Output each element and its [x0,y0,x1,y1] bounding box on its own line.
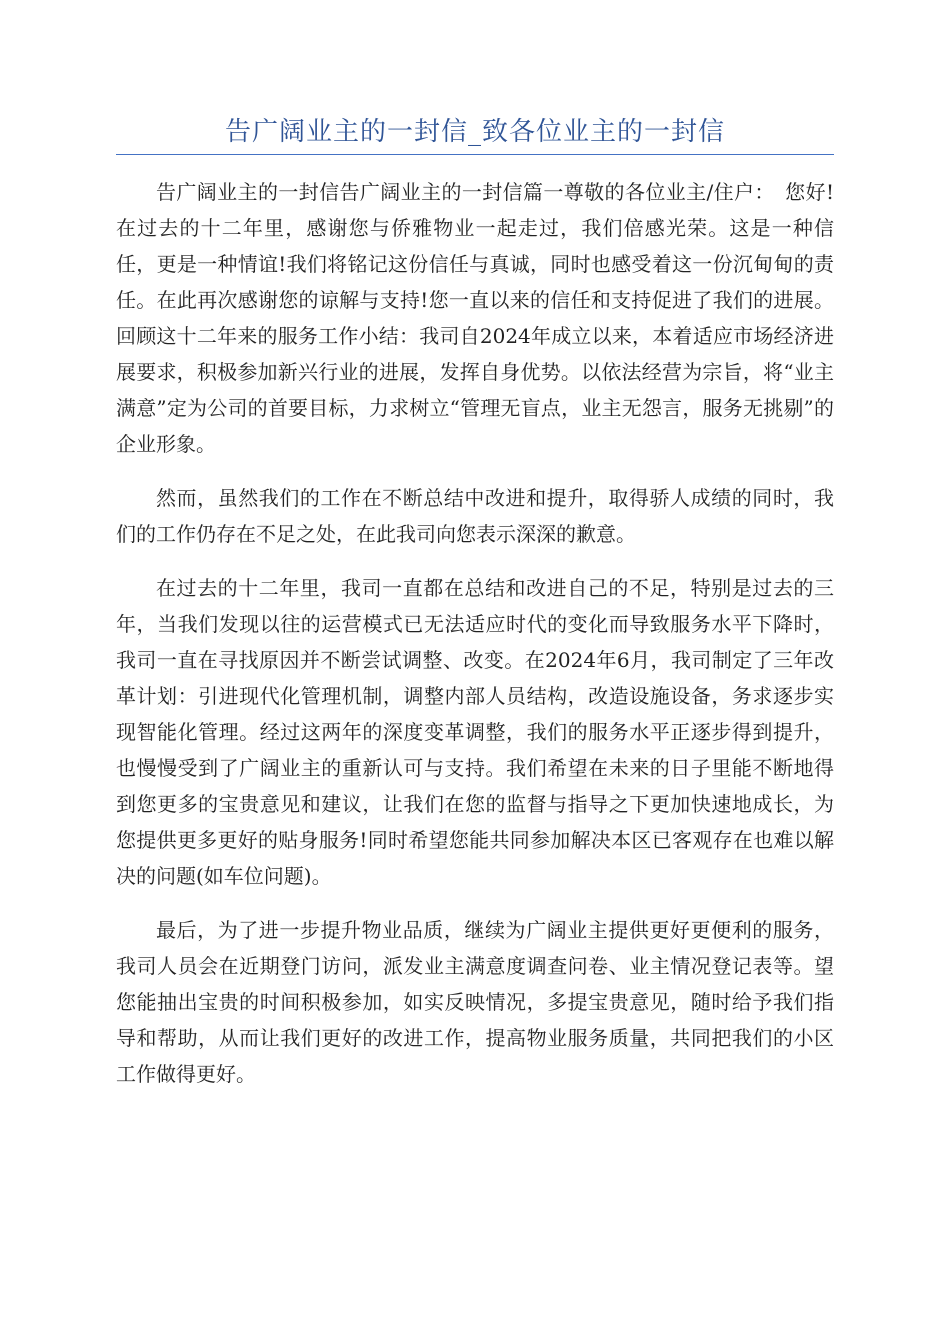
document-title: 告广阔业主的一封信_致各位业主的一封信 [224,117,725,147]
paragraph-3: 在过去的十二年里，我司一直都在总结和改进自己的不足，特别是过去的三年，当我们发现以往的运营模式已无法适应时代的变化而导致服务水平下降时，我司一直在寻找原因并不断尝试调整、改变。在2024年6月，我司制定了三年改革计划：引进现代化管理机制，调整内部人员结构，改造设施设备，务求逐步实现智能化管理。经过这两年的深度变革调整，我们的服务水平正逐步得到提升，也慢慢受到了广阔业主的重新认可与支持。我们希望在未来的日子里能不断地得到您更多的宝贵意见和建议，让我们在您的监督与指导之下更加快速地成长，为您提供更多更好的贴身服务!同时希望您能共同参加解决本区已客观存在也难以解决的问题(如车位问题)。 [116,576,834,888]
paragraph-2: 然而，虽然我们的工作在不断总结中改进和提升，取得骄人成绩的同时，我们的工作仍存在不足之处，在此我司向您表示深深的歉意。 [116,486,834,546]
document-body [116,174,834,1110]
paragraph-4: 最后，为了进一步提升物业品质，继续为广阔业主提供更好更便利的服务，我司人员会在近期登门访问，派发业主满意度调查问卷、业主情况登记表等。望您能抽出宝贵的时间积极参加，如实反映情况，多提宝贵意见，随时给予我们指导和帮助，从而让我们更好的改进工作，提高物业服务质量，共同把我们的小区工作做得更好。 [116,918,834,1086]
title-underline [116,154,834,155]
paragraph-1: 告广阔业主的一封信告广阔业主的一封信篇一尊敬的各位业主/住户： 您好!在过去的十二年里，感谢您与侨雅物业一起走过，我们倍感光荣。这是一种信任，更是一种情谊!我们将铭记这份信任与真诚，同时也感受着这一份沉甸甸的责任。在此再次感谢您的谅解与支持!您一直以来的信任和支持促进了我们的进展。回顾这十二年来的服务工作小结：我司自2024年成立以来，本着适应市场经济进展要求，积极参加新兴行业的进展，发挥自身优势。以依法经营为宗旨，将“业主满意”定为公司的首要目标，力求树立“管理无盲点，业主无怨言，服务无挑剔”的企业形象。 [116,180,834,456]
